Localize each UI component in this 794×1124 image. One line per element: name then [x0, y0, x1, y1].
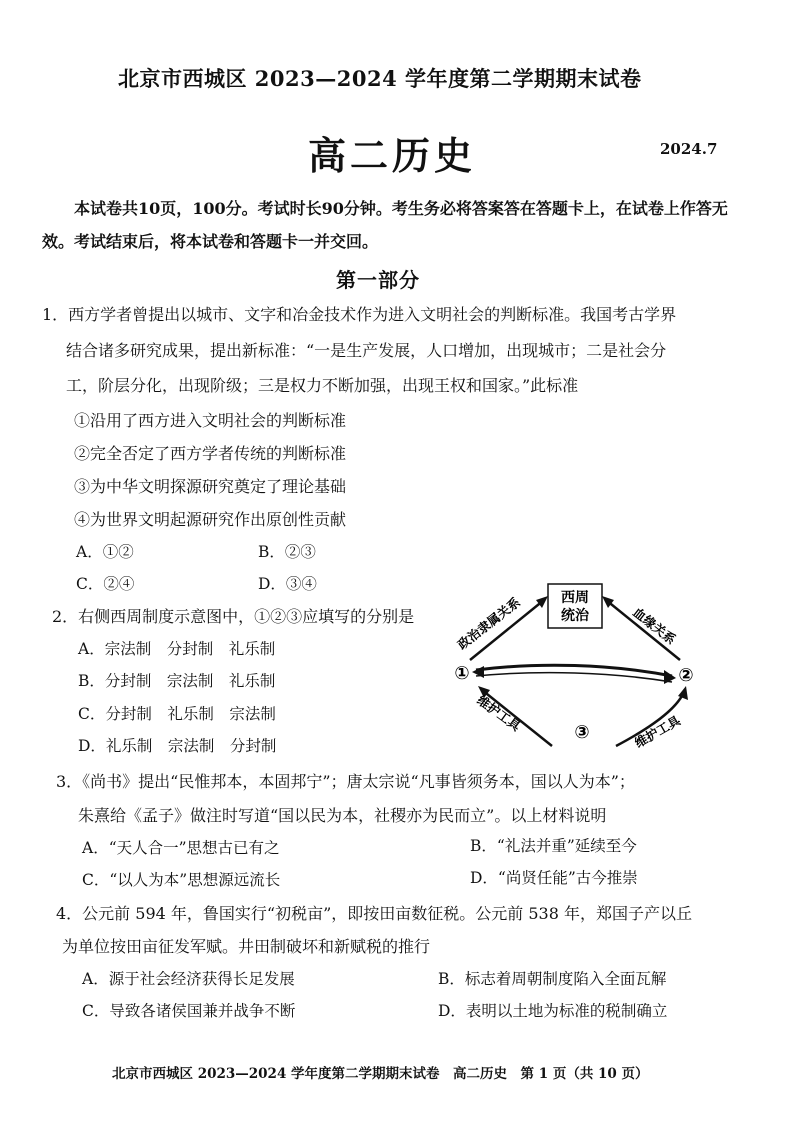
q1-stem-line: 1．西方学者曾提出以城市、文字和冶金技术作为进入文明社会的判断标准。我国考古学界	[42, 305, 677, 324]
q1-stem-line: 结合诸多研究成果，提出新标准：“一是生产发展，人口增加，出现城市；二是社会分	[66, 341, 667, 360]
q1-item: ①沿用了西方进入文明社会的判断标准	[74, 411, 347, 430]
bottom-left-tool-label: 维护工具	[474, 692, 524, 734]
exam-title: 北京市西城区 2023—2024 学年度第二学期期末试卷	[118, 66, 642, 91]
q1-option-d[interactable]: D．③④	[258, 575, 317, 593]
diagram-node-1: ①	[454, 663, 470, 684]
q3-option-a[interactable]: A．“天人合一”思想古已有之	[82, 839, 280, 857]
q1-item: ②完全否定了西方学者传统的判断标准	[74, 444, 347, 463]
top-label-line1: 西周	[561, 590, 589, 606]
q3-stem-line: 3．《尚书》提出“民惟邦本，本固邦宁”；唐太宗说“凡事皆须务本，国以人为本”；	[56, 772, 635, 791]
q1-option-c[interactable]: C．②④	[76, 575, 135, 593]
instructions: 本试卷共10页，100分。考试时长90分钟。考生务必将答案答在答题卡上，在试卷上作答无效。考试结束后，将本试卷和答题卡一并交回。	[42, 199, 728, 251]
left-relation-label: 政治隶属关系	[454, 594, 523, 653]
q4-stem-line: 4．公元前 594 年，鲁国实行“初税亩”，即按田亩数征税。公元前 538 年，郑国子产以丘	[56, 904, 692, 923]
q3-stem-line: 朱熹给《孟子》做注时写道“国以民为本，社稷亦为民而立”。以上材料说明	[78, 806, 607, 825]
part-title: 第一部分	[336, 268, 420, 292]
top-label-line2: 统治	[561, 608, 589, 624]
page-footer: 北京市西城区 2023—2024 学年度第二学期期末试卷 高二历史 第 1 页（共 10 页）	[112, 1066, 649, 1082]
q1-item: ④为世界文明起源研究作出原创性贡献	[74, 510, 347, 529]
q1-stem-line: 工，阶层分化，出现阶级；三是权力不断加强，出现王权和国家。”此标准	[66, 376, 579, 395]
right-relation-label: 血缘关系	[630, 604, 679, 648]
western-zhou-system-diagram	[440, 578, 710, 756]
q3-option-b[interactable]: B．“礼法并重”延续至今	[470, 837, 637, 855]
q3-option-d[interactable]: D．“尚贤任能”古今推崇	[470, 869, 638, 887]
q1-item: ③为中华文明探源研究奠定了理论基础	[74, 477, 347, 496]
exam-date: 2024.7	[660, 140, 718, 158]
q3-option-c[interactable]: C．“以人为本”思想源远流长	[82, 871, 281, 889]
q4-stem-line: 为单位按田亩征发军赋。井田制破坏和新赋税的推行	[62, 937, 431, 956]
diagram-node-3: ③	[574, 722, 590, 743]
q2-option-a[interactable]: A．宗法制 分封制 礼乐制	[78, 640, 276, 658]
q4-option-d[interactable]: D．表明以土地为标准的税制确立	[438, 1002, 668, 1020]
q2-option-d[interactable]: D．礼乐制 宗法制 分封制	[78, 737, 277, 755]
q4-option-a[interactable]: A．源于社会经济获得长足发展	[82, 970, 295, 988]
q1-option-a[interactable]: A．①②	[76, 543, 134, 561]
diagram-node-2: ②	[678, 665, 694, 686]
q1-option-b[interactable]: B．②③	[258, 543, 316, 561]
q4-option-c[interactable]: C．导致各诸侯国兼并战争不断	[82, 1002, 296, 1020]
q2-stem: 2．右侧西周制度示意图中，①②③应填写的分别是	[52, 607, 415, 626]
q4-option-b[interactable]: B．标志着周朝制度陷入全面瓦解	[438, 970, 667, 988]
bottom-right-tool-label: 维护工具	[632, 712, 683, 751]
q2-option-c[interactable]: C．分封制 礼乐制 宗法制	[78, 705, 276, 723]
subject-title: 高二历史	[308, 133, 477, 178]
double-arrow-line	[476, 673, 672, 682]
q2-option-b[interactable]: B．分封制 宗法制 礼乐制	[78, 672, 276, 690]
